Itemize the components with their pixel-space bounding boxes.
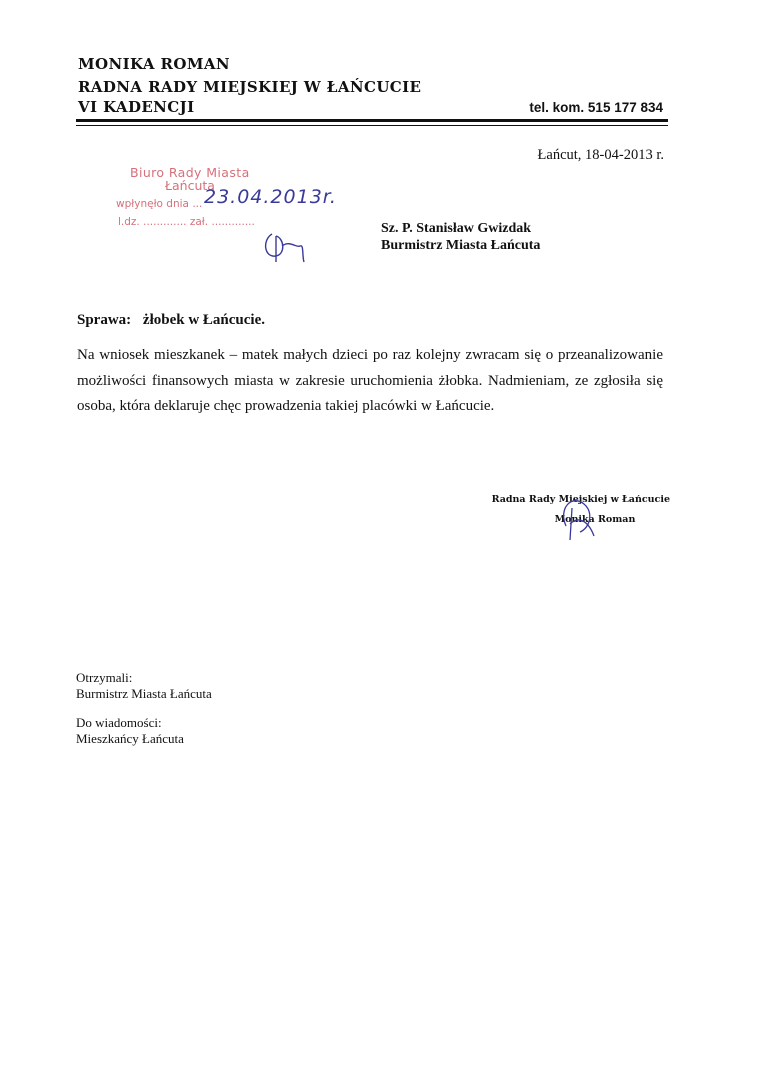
letterhead-term: VI KADENCJI [78, 98, 195, 116]
stamp-handwritten-date: 23.04.2013r. [204, 186, 337, 208]
stamp-office: Biuro Rady Miasta [130, 165, 250, 180]
subject [77, 312, 265, 329]
letterhead-divider-thick [76, 119, 668, 122]
date-place: Łańcut, 18-04-2013 r. [537, 147, 664, 163]
recipients-section [76, 670, 212, 702]
letterhead-title: RADNA RADY MIEJSKIEJ W ŁAŃCUCIE [78, 78, 422, 96]
subject-label: Sprawa: [77, 312, 132, 328]
letterhead-name: MONIKA ROMAN [78, 55, 230, 73]
stamp-ref-line: l.dz. ............. zał. ............. [118, 216, 255, 228]
info-label: Do wiadomości: [76, 715, 162, 730]
signature-block [470, 490, 670, 530]
recipients-label: Otrzymali: [76, 670, 133, 685]
info-section [76, 715, 184, 747]
subject-text: żłobek w Łańcucie. [142, 312, 266, 328]
stamp-city: Łańcuta [165, 178, 215, 193]
addressee [381, 220, 540, 254]
info-value: Mieszkańcy Łańcuta [76, 731, 184, 746]
stamp-received-label: wpłynęło dnia ... [116, 198, 203, 210]
letter-body: Na wniosek mieszkanek – matek małych dzieci po raz kolejny zwracam się o przeanalizowanie możliwości finansowych miasta w zakresie uruchomienia żłobka. Nadmieniam, ze zgłosiła się osoba, która deklaruje chęc prowadzenia takiej placówki w Łańcucie. [77, 347, 663, 414]
letterhead-divider-thin [76, 125, 668, 126]
recipients-value: Burmistrz Miasta Łańcuta [76, 686, 212, 701]
signature-role: Radna Rady Miejskiej w Łańcucie [491, 494, 670, 505]
signature-name: Monika Roman [554, 514, 636, 525]
addressee-title: Burmistrz Miasta Łańcuta [381, 238, 541, 253]
addressee-name: Sz. P. Stanisław Gwizdak [381, 221, 532, 236]
letterhead-phone: tel. kom. 515 177 834 [529, 100, 663, 115]
